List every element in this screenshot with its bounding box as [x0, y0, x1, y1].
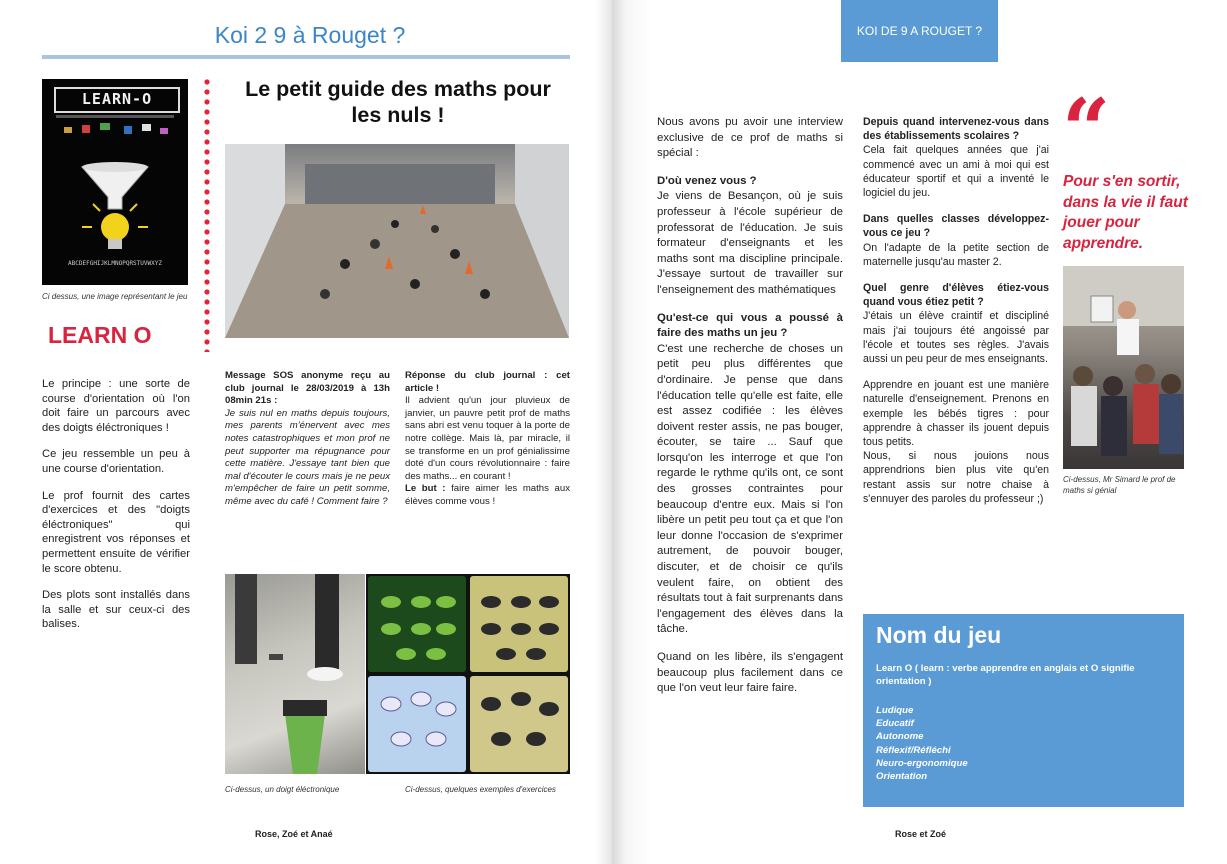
finger-caption: Ci-dessus, un doigt éléctronique	[225, 785, 340, 794]
teacher-photo	[1063, 266, 1184, 469]
keyword-list	[876, 704, 968, 783]
teacher-with-students-illustration	[1063, 266, 1184, 469]
page-header-tab: KOI DE 9 A ROUGET ?	[841, 0, 998, 62]
sos-message	[225, 370, 390, 509]
cover-logo: LEARN-O	[54, 87, 180, 113]
answer: Cela fait quelques années que j'ai commencé avec un ami à moi qui est éducateur sportif et qui a inventé le logiciel du jeu.	[863, 144, 1049, 200]
quote-mark-icon: “	[1062, 80, 1111, 179]
electronic-finger-photo	[225, 574, 365, 774]
club-reply	[405, 370, 570, 509]
section-title: LEARN O	[48, 322, 152, 348]
interview-column-1	[657, 115, 843, 709]
svg-text:ABCDEFGHIJKLMNOPQRSTUVWXYZ: ABCDEFGHIJKLMNOPQRSTUVWXYZ	[68, 260, 162, 267]
card-symbols	[366, 574, 570, 774]
left-page	[0, 0, 612, 864]
answer: J'étais un élève craintif et discipliné mais j'ai toujours été angoissé par l'école et toutes ses règles. J'avais aussi un peu peur de mes enseignants.	[863, 310, 1049, 366]
paragraph: Apprendre en jouant est une manière naturelle d'enseignement. Prenons en exemple les bébés tigres : pour apprendre à chasser ils jouent depuis tous petits.	[863, 379, 1049, 449]
answer: Je viens de Besançon, où je suis professeur à l'école supérieur de professorat de l'éducation. Je suis formateur d'enseignants et les maths sont ma discipline principale. J'essaye surtout de travailler sur l'enseignement des mathématiques	[657, 190, 843, 296]
cover-caption: Ci dessus, une image représentant le jeu	[42, 292, 188, 301]
students-running-illustration	[225, 144, 569, 338]
reply-text: Il advient qu'un jour pluvieux de janvier, un pauvre petit prof de maths sans abri est venu toquer à la porte de notre collège. Mais là, par miracle, il se transforme en un prof génialissime doté d'un cours révolutionnaire : faire des maths... en courant !	[405, 395, 570, 482]
dotted-divider	[204, 77, 210, 352]
page-header: Koi 2 9 à Rouget ?	[214, 22, 406, 48]
goal-label: Le but :	[405, 483, 446, 495]
reply-heading: Réponse du club journal : cet article !	[405, 370, 570, 394]
question: Qu'est-ce qui vous a poussé à faire des maths un jeu ?	[657, 311, 843, 340]
keyword: Autonome	[876, 731, 924, 743]
teacher-caption: Ci-dessus, Mr Simard le prof de maths si génial	[1063, 475, 1176, 495]
sos-text: Je suis nul en maths depuis toujours, mes parents m'énervent avec mes notes catastrophiques et mon prof ne peut supporter ma répugnance pour cette matière. J'essaye tant bien que mal d'écouter le cours mais je ne peux m'empêcher de faire un petit somme, même avec du café ! Comment faire ?	[225, 407, 390, 507]
keyword: Orientation	[876, 771, 928, 783]
interview-column-2	[863, 115, 1049, 518]
header-rule	[42, 55, 570, 59]
pull-quote: Pour s'en sortir, dans la vie il faut jouer pour apprendre.	[1063, 173, 1188, 252]
keyword: Neuro-ergonomique	[876, 757, 968, 769]
paragraph: Le principe : une sorte de course d'orientation où l'on doit faire un parcours avec des doigts éléctroniques !	[42, 378, 190, 434]
game-cover-image	[42, 79, 188, 285]
page-footer: Rose et Zoé	[895, 829, 947, 839]
article-title: Le petit guide des maths pour les nuls !	[245, 77, 551, 127]
box-description: Learn O ( learn : verbe apprendre en anglais et O signifie orientation )	[876, 663, 1135, 687]
answer-continued: Quand on les libère, ils s'engagent beaucoup plus facilement dans ce que l'on veut leur faire faire.	[657, 651, 843, 695]
funnel-bulb-illustration	[42, 79, 188, 285]
exercise-cards-photo	[366, 574, 570, 774]
hall-photo	[225, 144, 569, 338]
answer: C'est une recherche de choses un petit peu plus différentes que d'ordinaire. Je pense que dans l'éducation telle qu'elle est faite, elle est assez codifiée : les élèves doivent rester assis, ne pas bouger, écouter, se taire ... Sauf que lorsqu'on les interroge et que l'on regarde le rythme qu'ils ont, ce sont des grosses contraintes pour beaucoup d'entre eux. Mais si l'on libère un petit peu tout ça et que l'on leur donne l'occasion de s'exprimer autrement, de pouvoir bouger, discuter, et de choisir ce qu'ils veulent faire, on obtient des résultats tout à fait surprenants dans l'engagement des élèves dans la tâche.	[657, 342, 843, 636]
paragraph: Le prof fournit des cartes d'exercices et des "doigts éléctroniques" qui enregistrent vos réponses et permettent ensuite de vérifier le score obtenu.	[42, 489, 190, 575]
learn-o-description	[42, 377, 190, 644]
question: Depuis quand intervenez-vous dans des établissements scolaires ?	[863, 116, 1049, 143]
answer: On l'adapte de la petite section de maternelle jusqu'au master 2.	[863, 241, 1049, 268]
game-name-box	[863, 614, 1184, 807]
keyword: Ludique	[876, 705, 914, 716]
keyword: Réflexif/Réfléchi	[876, 744, 951, 756]
exercises-caption: Ci-dessus, quelques exemples d'exercices	[405, 785, 556, 794]
sos-heading: Message SOS anonyme reçu au club journal le 28/03/2019 à 13h 08min 21s :	[225, 370, 390, 407]
goal-text: faire aimer les maths aux élèves comme vous !	[405, 483, 571, 507]
keyword: Educatif	[876, 718, 914, 730]
question: D'où venez vous ?	[657, 174, 757, 187]
question: Quel genre d'élèves étiez-vous quand vous étiez petit ?	[863, 282, 1049, 309]
paragraph: Ce jeu ressemble un peu à une course d'orientation.	[42, 448, 190, 475]
finger-device-illustration	[225, 574, 365, 774]
interview-intro: Nous avons pu avoir une interview exclusive de ce prof de maths si spécial :	[657, 116, 843, 160]
page-footer: Rose, Zoé et Anaé	[255, 829, 333, 839]
question: Dans quelles classes développez-vous ce jeu ?	[863, 213, 1049, 240]
box-title: Nom du jeu	[876, 622, 1002, 648]
paragraph: Des plots sont installés dans la salle et sur ceux-ci des balises.	[42, 589, 190, 631]
paragraph: Nous, si nous jouions nous apprendrions bien plus vite qu'en restant assis sur notre chaise à s'ennuyer des paroles du professeur ;)	[863, 450, 1049, 505]
